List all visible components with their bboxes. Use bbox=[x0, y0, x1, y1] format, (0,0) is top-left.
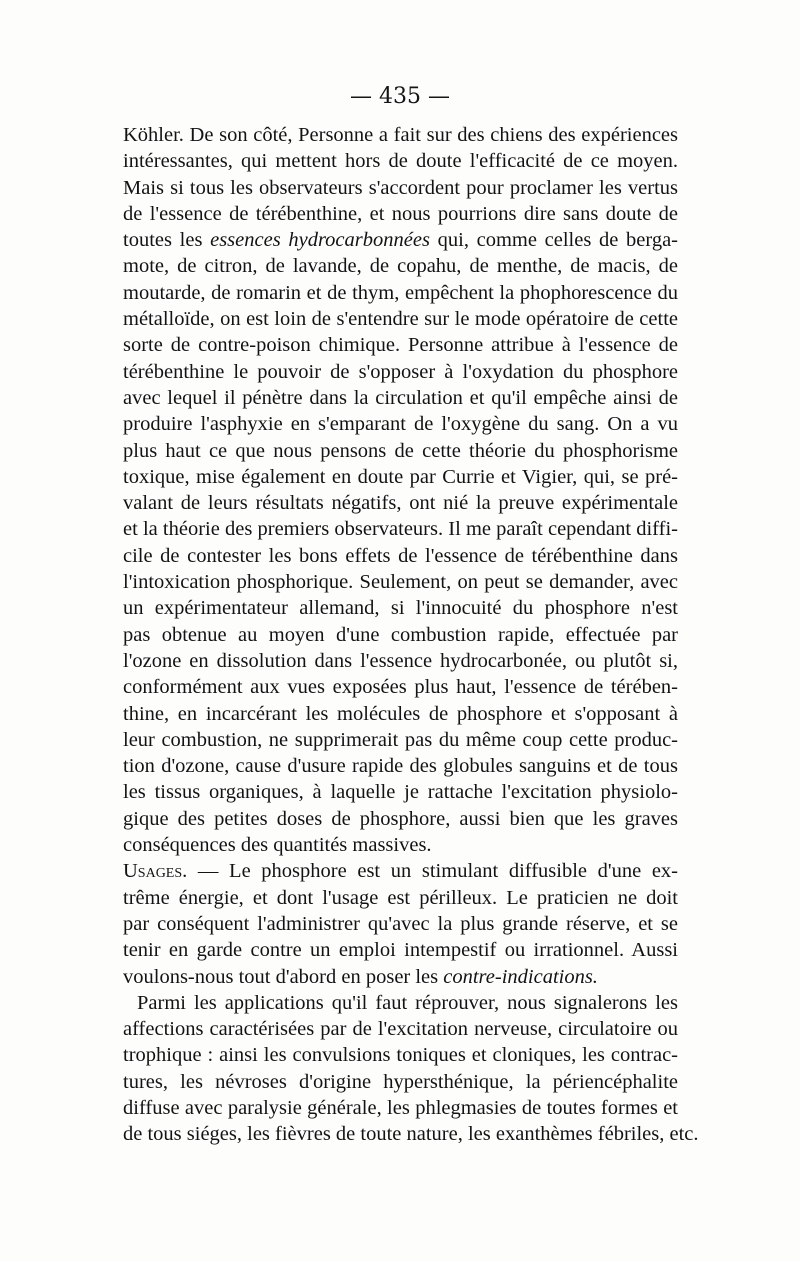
text-line: thine, en incarcérant les molécules de phosphore et s'opposant à bbox=[123, 702, 678, 725]
text-line: affections caractérisées par de l'excitation nerveuse, circulatoire ou bbox=[123, 1018, 678, 1041]
text-segment: — Le phosphore est un stimulant diffusible d'une ex- bbox=[187, 860, 678, 883]
body-text bbox=[123, 122, 699, 1148]
text-line: métalloïde, on est loin de s'entendre sur le mode opératoire de cette bbox=[123, 308, 678, 331]
italic-phrase-essences: essences hydrocarbonnées bbox=[210, 229, 430, 252]
usages-heading-line bbox=[123, 858, 678, 884]
text-line: de l'essence de térébenthine, et nous pourrions dire sans doute de bbox=[123, 202, 678, 225]
usages-heading: Usages. bbox=[123, 860, 188, 883]
text-line: trême énergie, et dont l'usage est périlleux. Le praticien ne doit bbox=[123, 886, 678, 909]
text-line: pas obtenue au moyen d'une combustion rapide, effectuée par bbox=[123, 623, 678, 646]
italic-phrase-contre-indications: contre-indications. bbox=[443, 965, 598, 988]
text-segment: voulons-nous tout d'abord en poser les bbox=[123, 965, 444, 988]
text-line-italic-phrase bbox=[123, 227, 678, 253]
text-line: leur combustion, ne supprimerait pas du même coup cette produc- bbox=[123, 728, 678, 751]
text-segment: qui, comme celles de berga- bbox=[429, 229, 678, 252]
text-line: toxique, mise également en doute par Currie et Vigier, qui, se pré- bbox=[123, 465, 678, 488]
text-line: avec lequel il pénètre dans la circulation et qu'il empêche ainsi de bbox=[123, 386, 678, 409]
text-line: trophique : ainsi les convulsions toniques et cloniques, les contrac- bbox=[123, 1044, 678, 1067]
text-line: produire l'asphyxie en s'emparant de l'oxygène du sang. On a vu bbox=[123, 413, 678, 436]
text-line: un expérimentateur allemand, si l'innocuité du phosphore n'est bbox=[123, 597, 678, 620]
text-line: cile de contester les bons effets de l'essence de térébenthine dans bbox=[123, 544, 678, 567]
text-line: Köhler. De son côté, Personne a fait sur des chiens des expériences bbox=[123, 124, 678, 146]
text-line-italic-phrase bbox=[123, 964, 678, 990]
text-line: intéressantes, qui mettent hors de doute l'efficacité de ce moyen. bbox=[123, 150, 678, 173]
text-line: par conséquent l'administrer qu'avec la plus grande réserve, et se bbox=[123, 912, 678, 935]
text-line: l'intoxication phosphorique. Seulement, on peut se demander, avec bbox=[123, 571, 678, 594]
text-line: plus haut ce que nous pensons de cette théorie du phosphorisme bbox=[123, 439, 678, 462]
text-line: mote, de citron, de lavande, de copahu, de menthe, de macis, de bbox=[123, 255, 678, 278]
text-line: Parmi les applications qu'il faut réprouver, nous signalerons les bbox=[137, 991, 678, 1014]
text-line: moutarde, de romarin et de thym, empêchent la phophorescence du bbox=[123, 281, 678, 304]
text-line: gique des petites doses de phosphore, aussi bien que les graves bbox=[123, 807, 678, 830]
page-number: — 435 — bbox=[350, 84, 450, 109]
text-line: tion d'ozone, cause d'usure rapide des globules sanguins et de tous bbox=[123, 755, 678, 778]
text-line: de tous siéges, les fièvres de toute nature, les exanthèmes fébriles, etc. bbox=[123, 1123, 699, 1146]
text-line: diffuse avec paralysie générale, les phlegmasies de toutes formes et bbox=[123, 1096, 678, 1119]
text-line: valant de leurs résultats négatifs, ont nié la preuve expérimentale bbox=[123, 492, 678, 515]
text-line: conformément aux vues exposées plus haut, l'essence de térében- bbox=[123, 676, 678, 699]
text-line: les tissus organiques, à laquelle je rattache l'excitation physiolo- bbox=[123, 781, 678, 804]
text-line: tenir en garde contre un emploi intempestif ou irrationnel. Aussi bbox=[123, 939, 678, 962]
text-line: l'ozone en dissolution dans l'essence hydrocarbonée, ou plutôt si, bbox=[123, 649, 678, 672]
text-line: térébenthine le pouvoir de s'opposer à l'oxydation du phosphore bbox=[123, 360, 678, 383]
text-line: et la théorie des premiers observateurs. Il me paraît cependant diffi- bbox=[123, 518, 678, 541]
text-line: sorte de contre-poison chimique. Personne attribue à l'essence de bbox=[123, 334, 678, 357]
text-line: conséquences des quantités massives. bbox=[123, 834, 432, 857]
text-segment: toutes les bbox=[123, 229, 211, 252]
text-line: Mais si tous les observateurs s'accordent pour proclamer les vertus bbox=[123, 176, 678, 199]
text-line: tures, les névroses d'origine hypersthénique, la périencéphalite bbox=[123, 1070, 678, 1093]
